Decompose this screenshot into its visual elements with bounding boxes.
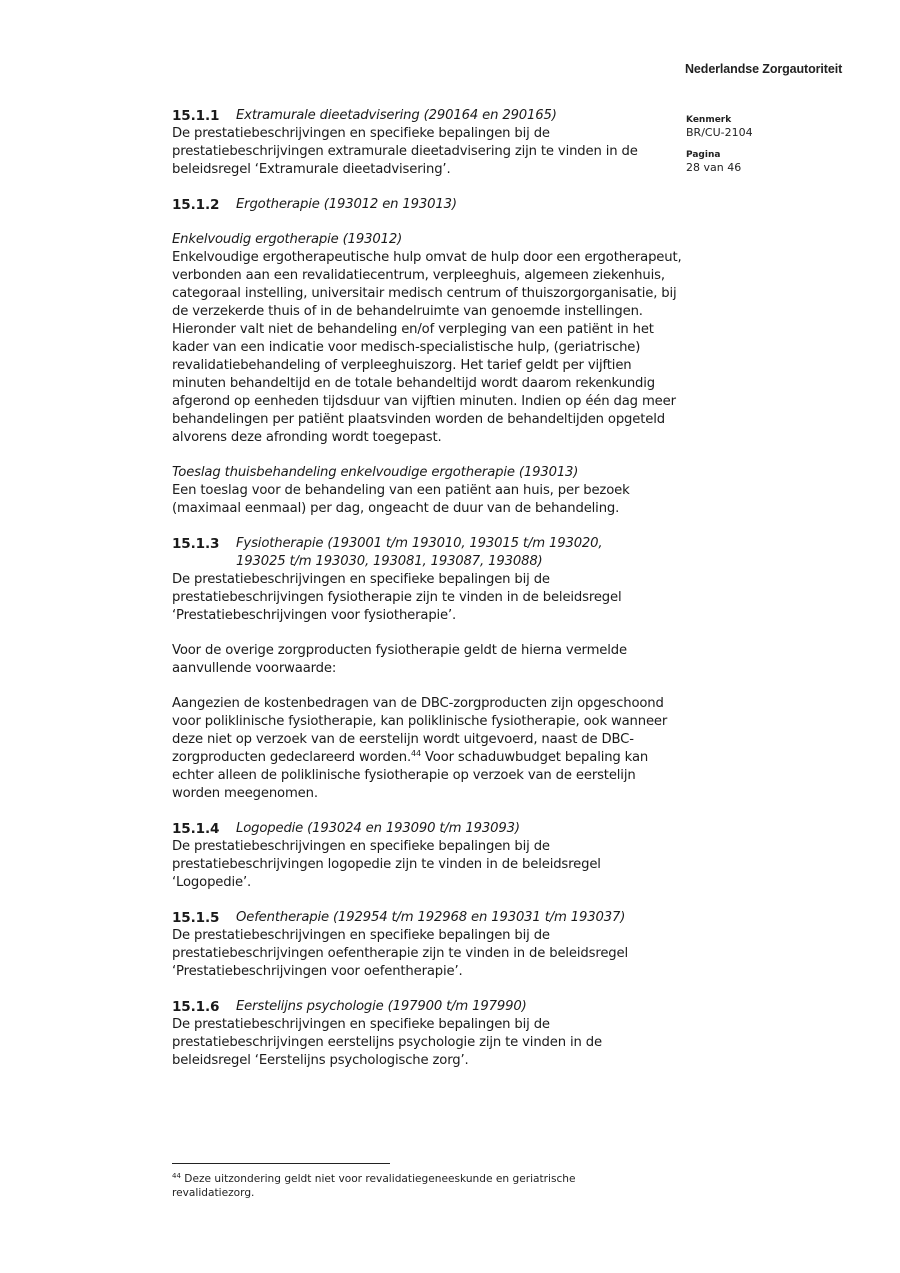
paragraph-text: Voor schaduwbudget bepaling kan echter alleen de poliklinische fysiotherapie op verzoek van de eerstelijn worden meegenomen. xyxy=(172,750,649,801)
section-title: Eerstelijns psychologie (197900 t/m 197990) xyxy=(236,999,527,1014)
document-body xyxy=(172,107,682,1070)
pagina-label: Pagina xyxy=(686,150,721,160)
section-body: De prestatiebeschrijvingen en specifieke bepalingen bij de prestatiebeschrijvingen eerstelijns psychologie zijn te vinden in de beleidsregel ‘Eerstelijns psychologische zorg’. xyxy=(172,1017,602,1068)
section-number: 15.1.1 xyxy=(172,108,220,124)
section-title xyxy=(236,535,602,571)
section-number: 15.1.6 xyxy=(172,999,220,1015)
pagina-value: 28 van 46 xyxy=(686,161,742,174)
section-body: De prestatiebeschrijvingen en specifieke bepalingen bij de prestatiebeschrijvingen extramurale dieetadvisering zijn te vinden in de beleidsregel ‘Extramurale dieetadvisering’. xyxy=(172,126,638,177)
section-paragraph: Voor de overige zorgproducten fysiotherapie geldt de hierna vermelde aanvullende voorwaarde: xyxy=(172,643,627,676)
footnote xyxy=(172,1172,652,1200)
footnote-number: 44 xyxy=(172,1172,181,1180)
section-heading xyxy=(172,196,682,214)
footnote-divider xyxy=(172,1163,390,1164)
section-number: 15.1.5 xyxy=(172,910,220,926)
section-heading xyxy=(172,998,682,1016)
section-paragraph xyxy=(172,695,682,803)
section-heading xyxy=(172,909,682,927)
section-title: Oefentherapie (192954 t/m 192968 en 193031 t/m 193037) xyxy=(236,910,626,925)
section-body: De prestatiebeschrijvingen en specifieke bepalingen bij de prestatiebeschrijvingen oefentherapie zijn te vinden in de beleidsregel ‘Prestatiebeschrijvingen voor oefentherapie’. xyxy=(172,928,628,979)
section-number: 15.1.4 xyxy=(172,821,220,837)
pagina-block xyxy=(686,149,741,175)
kenmerk-value: BR/CU-2104 xyxy=(686,126,753,139)
section-title-line: Fysiotherapie (193001 t/m 193010, 193015 t/m 193020, xyxy=(236,536,603,551)
subsection-title: Enkelvoudig ergotherapie (193012) xyxy=(172,232,403,247)
section-title: Ergotherapie (193012 en 193013) xyxy=(236,197,457,212)
section-title: Logopedie (193024 en 193090 t/m 193093) xyxy=(236,821,520,836)
footnote-text: Deze uitzondering geldt niet voor revalidatiegeneeskunde en geriatrische revalidatiezorg. xyxy=(172,1173,576,1199)
section-title-line: 193025 t/m 193030, 193081, 193087, 193088) xyxy=(236,554,543,569)
section-heading xyxy=(172,535,682,571)
subsection-body: Enkelvoudige ergotherapeutische hulp omvat de hulp door een ergotherapeut, verbonden aan een revalidatiecentrum, verpleeghuis, algemeen ziekenhuis, categoraal instelling, universitair medisch centrum of thuiszorgorganisatie, bij de verzekerde thuis of in de behandelruimte van genoemde instellingen. Hieronder valt niet de behandeling en/of verpleging van een patiënt in het kader van een indicatie voor medisch-specialistische hulp, (geriatrische) revalidatiebehandeling of verpleeghuiszorg. Het tarief geldt per vijftien minuten behandeltijd en de totale behandeltijd wordt daarom rekenkundig afgerond op eenheden tijdsduur van vijftien minuten. Indien op één dag meer behandelingen per patiënt plaatsvinden worden de behandeltijden opgeteld alvorens deze afronding wordt toegepast. xyxy=(172,250,682,445)
organization-name: Nederlandse Zorgautoriteit xyxy=(685,62,843,76)
subsection-title: Toeslag thuisbehandeling enkelvoudige ergotherapie (193013) xyxy=(172,465,579,480)
section-heading xyxy=(172,107,682,125)
kenmerk-label: Kenmerk xyxy=(686,115,732,125)
section-heading xyxy=(172,820,682,838)
kenmerk-block xyxy=(686,114,753,140)
section-title: Extramurale dieetadvisering (290164 en 290165) xyxy=(236,108,557,123)
section-number: 15.1.3 xyxy=(172,536,220,552)
subsection-body: Een toeslag voor de behandeling van een patiënt aan huis, per bezoek (maximaal eenmaal) per dag, ongeacht de duur van de behandeling. xyxy=(172,483,630,516)
section-body: De prestatiebeschrijvingen en specifieke bepalingen bij de prestatiebeschrijvingen logopedie zijn te vinden in de beleidsregel ‘Logopedie’. xyxy=(172,839,601,890)
section-number: 15.1.2 xyxy=(172,197,220,213)
section-body: De prestatiebeschrijvingen en specifieke bepalingen bij de prestatiebeschrijvingen fysiotherapie zijn te vinden in de beleidsregel ‘Prestatiebeschrijvingen voor fysiotherapie’. xyxy=(172,572,622,623)
paragraph-text: Aangezien de kostenbedragen van de DBC-zorgproducten zijn opgeschoond voor poliklinische fysiotherapie, kan poliklinische fysiotherapie, ook wanneer deze niet op verzoek van de eerstelijn wordt uitgevoerd, naast de DBC-zorgproducten gedeclareerd worden. xyxy=(172,696,668,765)
footnote-reference[interactable]: 44 xyxy=(411,749,421,758)
